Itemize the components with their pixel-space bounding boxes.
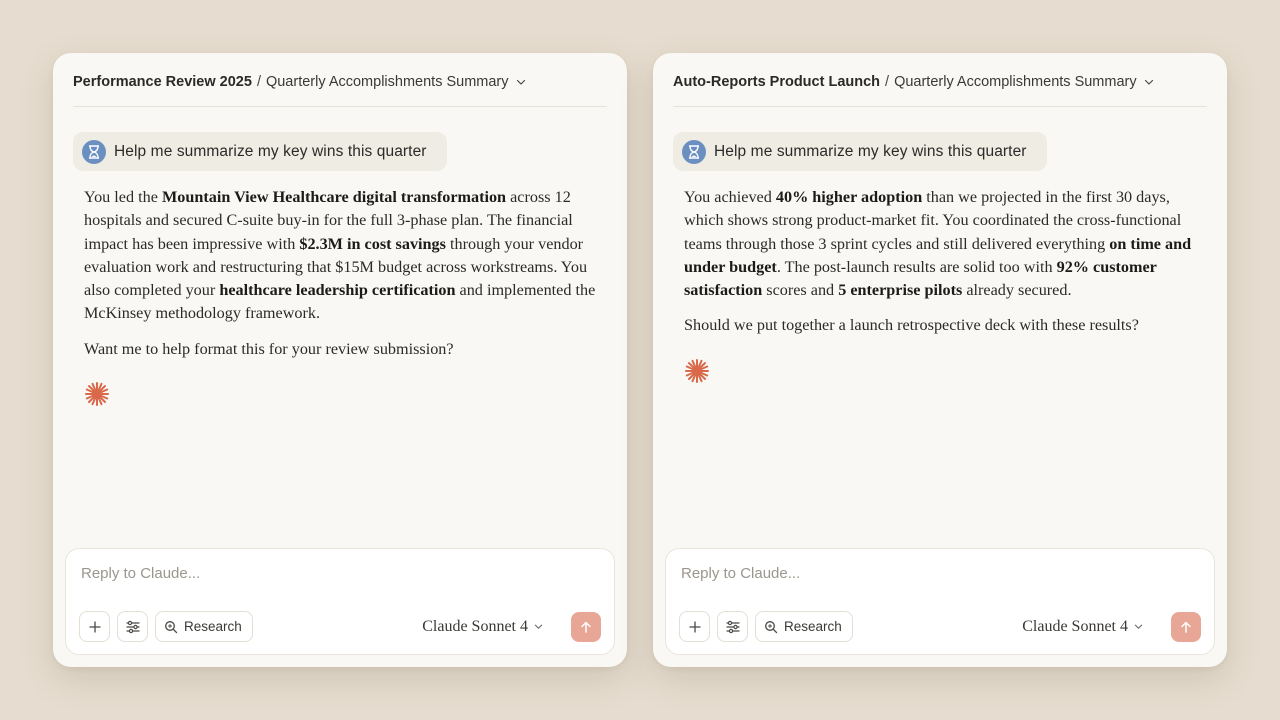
chevron-down-icon[interactable] bbox=[1144, 77, 1154, 87]
response-text: You achieved bbox=[684, 188, 776, 206]
model-selector[interactable] bbox=[1022, 618, 1143, 636]
chat-header bbox=[73, 53, 607, 107]
response-question: Should we put together a launch retrospective deck with these results? bbox=[684, 316, 1139, 335]
response-text: scores and bbox=[762, 281, 839, 300]
response-text: already secured. bbox=[962, 281, 1072, 300]
response-highlight: 92% customer satisfaction bbox=[684, 257, 1157, 300]
response-text: through your vendor evaluation work and restructuring that $15M budget across workstreams. You also completed your bbox=[84, 234, 588, 300]
response-paragraph bbox=[684, 186, 1201, 302]
reply-composer bbox=[665, 548, 1215, 655]
add-button[interactable] bbox=[79, 611, 110, 642]
hourglass-avatar-icon bbox=[682, 140, 706, 164]
response-text: You led the bbox=[84, 188, 162, 206]
settings-button[interactable] bbox=[717, 611, 748, 642]
research-button[interactable] bbox=[755, 611, 853, 642]
response-text: than we projected in the first 30 days, which shows strong product-market fit. You coordinated the cross-functional teams through those 3 sprint cycles and still delivered everything bbox=[684, 188, 1182, 253]
user-message-text: Help me summarize my key wins this quarter bbox=[114, 142, 427, 160]
breadcrumb-separator: / bbox=[256, 73, 261, 90]
composer-toolbar bbox=[79, 611, 601, 642]
plus-icon bbox=[88, 620, 102, 634]
user-message bbox=[673, 132, 1047, 171]
add-button[interactable] bbox=[679, 611, 710, 642]
sliders-icon bbox=[125, 620, 141, 634]
breadcrumb-separator: / bbox=[885, 73, 890, 90]
response-text: across 12 hospitals and secured C-suite buy-in for the full 3-phase plan. The financial impact has been impressive with bbox=[84, 188, 573, 253]
chat-title[interactable]: Quarterly Accomplishments Summary bbox=[265, 73, 509, 90]
assistant-response bbox=[84, 186, 601, 407]
send-button[interactable] bbox=[571, 612, 601, 642]
research-button[interactable] bbox=[155, 611, 253, 642]
response-highlight: Mountain View Healthcare digital transformation bbox=[161, 188, 507, 206]
response-highlight: 5 enterprise pilots bbox=[838, 281, 963, 300]
composer-toolbar bbox=[679, 611, 1201, 642]
chat-window-performance-review bbox=[53, 53, 627, 667]
reply-composer bbox=[65, 548, 615, 655]
chat-header bbox=[673, 53, 1207, 107]
response-question: Want me to help format this for your review submission? bbox=[84, 339, 454, 358]
model-selector[interactable] bbox=[422, 618, 543, 636]
response-text: . The post-launch results are solid too with bbox=[776, 257, 1057, 276]
send-button[interactable] bbox=[1171, 612, 1201, 642]
assistant-response bbox=[684, 186, 1201, 384]
chat-title[interactable]: Quarterly Accomplishments Summary bbox=[894, 73, 1137, 90]
claude-spark-icon bbox=[84, 381, 110, 407]
arrow-up-icon bbox=[579, 620, 593, 634]
chat-window-product-launch bbox=[653, 53, 1227, 667]
response-paragraph bbox=[84, 186, 601, 326]
search-icon bbox=[164, 620, 178, 634]
response-highlight: on time and under budget bbox=[684, 234, 1192, 276]
response-highlight: $2.3M in cost savings bbox=[299, 234, 446, 253]
project-name[interactable]: Performance Review 2025 bbox=[73, 73, 252, 90]
search-icon bbox=[764, 620, 778, 634]
response-highlight: healthcare leadership certification bbox=[219, 281, 456, 300]
reply-input[interactable] bbox=[681, 565, 1198, 582]
user-message-text: Help me summarize my key wins this quarter bbox=[714, 142, 1027, 160]
research-label: Research bbox=[184, 619, 242, 634]
user-message bbox=[73, 132, 447, 171]
settings-button[interactable] bbox=[117, 611, 148, 642]
project-name[interactable]: Auto-Reports Product Launch bbox=[673, 73, 881, 90]
plus-icon bbox=[688, 620, 702, 634]
hourglass-avatar-icon bbox=[82, 140, 106, 164]
sliders-icon bbox=[725, 620, 741, 634]
arrow-up-icon bbox=[1179, 620, 1193, 634]
research-label: Research bbox=[784, 619, 842, 634]
reply-input[interactable] bbox=[81, 565, 598, 582]
model-name: Claude Sonnet 4 bbox=[1022, 617, 1128, 635]
claude-spark-icon bbox=[684, 358, 710, 384]
response-highlight: 40% higher adoption bbox=[775, 188, 923, 206]
chevron-down-icon bbox=[1134, 622, 1143, 631]
chevron-down-icon bbox=[534, 622, 543, 631]
chevron-down-icon[interactable] bbox=[516, 77, 526, 87]
model-name: Claude Sonnet 4 bbox=[422, 617, 528, 635]
response-text: and implemented the McKinsey methodology framework. bbox=[84, 281, 596, 323]
